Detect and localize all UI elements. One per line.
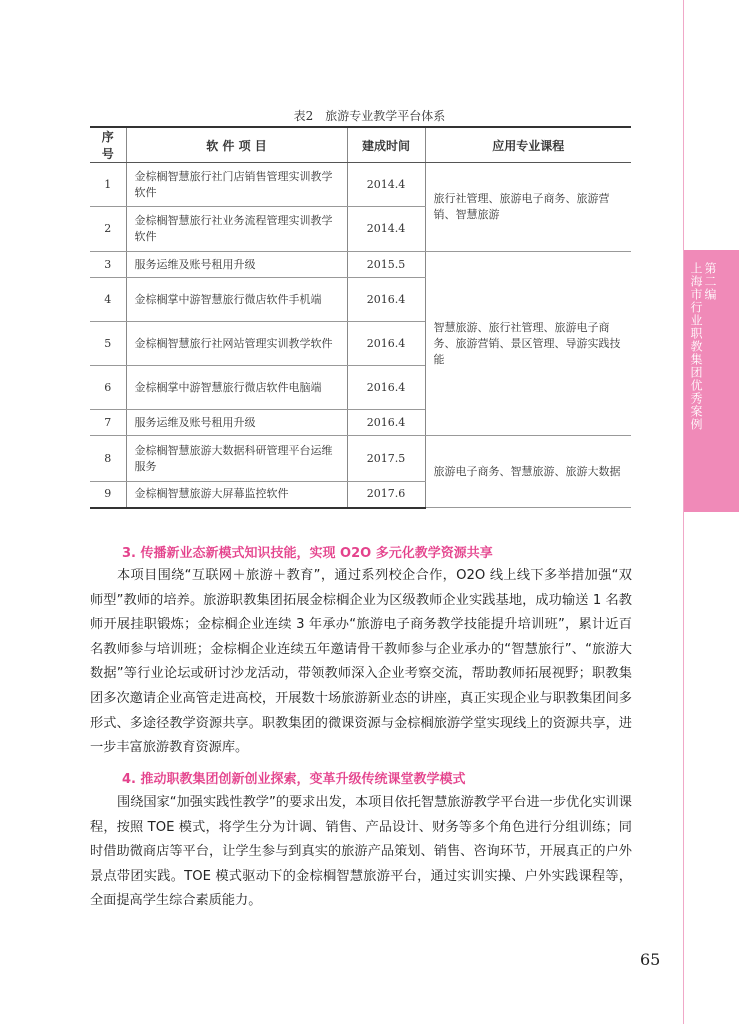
section-3-heading: 3. 传播新业态新模式知识技能，实现 O2O 多元化教学资源共享 [122, 546, 493, 561]
cell-software: 金棕榈智慧旅行社业务流程管理实训教学软件 [126, 207, 347, 252]
cell-courses: 旅游电子商务、智慧旅游、旅游大数据 [425, 436, 631, 508]
chapter-side-label [689, 262, 717, 431]
section-4-heading: 4. 推动职教集团创新创业探索，变革升级传统课堂教学模式 [122, 772, 466, 787]
table-caption: 表2 旅游专业教学平台体系 [293, 109, 446, 123]
cell-software: 金棕榈掌中游智慧旅行微店软件电脑端 [126, 366, 347, 410]
cell-no: 7 [90, 410, 126, 436]
cell-no: 4 [90, 278, 126, 322]
cell-software: 服务运维及账号租用升级 [126, 252, 347, 278]
cell-year: 2016.4 [347, 410, 425, 436]
chapter-title: 上海市行业职教集团优秀案例 [689, 262, 703, 431]
cell-courses: 旅行社管理、旅游电子商务、旅游营销、智慧旅游 [425, 163, 631, 252]
header-software: 软 件 项 目 [126, 127, 347, 163]
cell-no: 2 [90, 207, 126, 252]
cell-software: 金棕榈智慧旅行社网站管理实训教学软件 [126, 322, 347, 366]
header-courses: 应用专业课程 [425, 127, 631, 163]
page-number: 65 [640, 950, 661, 969]
table-row [90, 252, 631, 278]
header-no: 序号 [90, 127, 126, 163]
table-row [90, 436, 631, 482]
table-header-row [90, 127, 631, 163]
cell-no: 9 [90, 482, 126, 508]
cell-no: 3 [90, 252, 126, 278]
cell-software: 金棕榈智慧旅游大数据科研管理平台运维服务 [126, 436, 347, 482]
header-year: 建成时间 [347, 127, 425, 163]
cell-software: 金棕榈智慧旅行社门店销售管理实训教学软件 [126, 163, 347, 207]
table-row [90, 163, 631, 207]
cell-courses: 智慧旅游、旅行社管理、旅游电子商务、旅游营销、景区管理、导游实践技能 [425, 252, 631, 436]
cell-year: 2017.5 [347, 436, 425, 482]
cell-year: 2014.4 [347, 163, 425, 207]
cell-year: 2017.6 [347, 482, 425, 508]
cell-no: 5 [90, 322, 126, 366]
cell-software: 金棕榈智慧旅游大屏幕监控软件 [126, 482, 347, 508]
cell-no: 1 [90, 163, 126, 207]
cell-software: 金棕榈掌中游智慧旅行微店软件手机端 [126, 278, 347, 322]
chapter-part: 第二编 [703, 262, 717, 301]
cell-year: 2016.4 [347, 366, 425, 410]
cell-software: 服务运维及账号租用升级 [126, 410, 347, 436]
cell-year: 2014.4 [347, 207, 425, 252]
platform-table [90, 126, 631, 509]
section-4-body: 围绕国家“加强实践性教学”的要求出发，本项目依托智慧旅游教学平台进一步优化实训课程，按照 TOE 模式，将学生分为计调、销售、产品设计、财务等多个角色进行分组训练；同时借助微商店等平台，让学生参与到真实的旅游产品策划、销售、咨询环节，开展真正的户外景点带团实践。TOE 模式驱动下的金棕榈智慧旅游平台，通过实训实操、户外实践课程等，全面提高学生综合素质能力。 [90, 795, 632, 909]
cell-year: 2015.5 [347, 252, 425, 278]
cell-year: 2016.4 [347, 322, 425, 366]
cell-no: 6 [90, 366, 126, 410]
cell-no: 8 [90, 436, 126, 482]
page-edge-line [683, 0, 684, 1024]
section-3-body: 本项目围绕“互联网＋旅游＋教育”，通过系列校企合作，O2O 线上线下多举措加强“双师型”教师的培养。旅游职教集团拓展金棕榈企业为区级教师企业实践基地，成功输送 1 名教师开展挂职锻炼；金棕榈企业连续 3 年承办“旅游电子商务教学技能提升培训班”，累计近百名教师参与培训班；金棕榈企业连续五年邀请骨干教师参与企业承办的“智慧旅行”、“旅游大数据”等行业论坛或研讨沙龙活动，带领教师深入企业考察交流，帮助教师拓展视野；职教集团多次邀请企业高管走进高校，开展数十场旅游新业态的讲座，真正实现企业与职教集团间多形式、多途径教学资源共享。职教集团的微课资源与金棕榈旅游学堂实现线上的资源共享，进一步丰富旅游教育资源库。 [90, 568, 632, 756]
cell-year: 2016.4 [347, 278, 425, 322]
